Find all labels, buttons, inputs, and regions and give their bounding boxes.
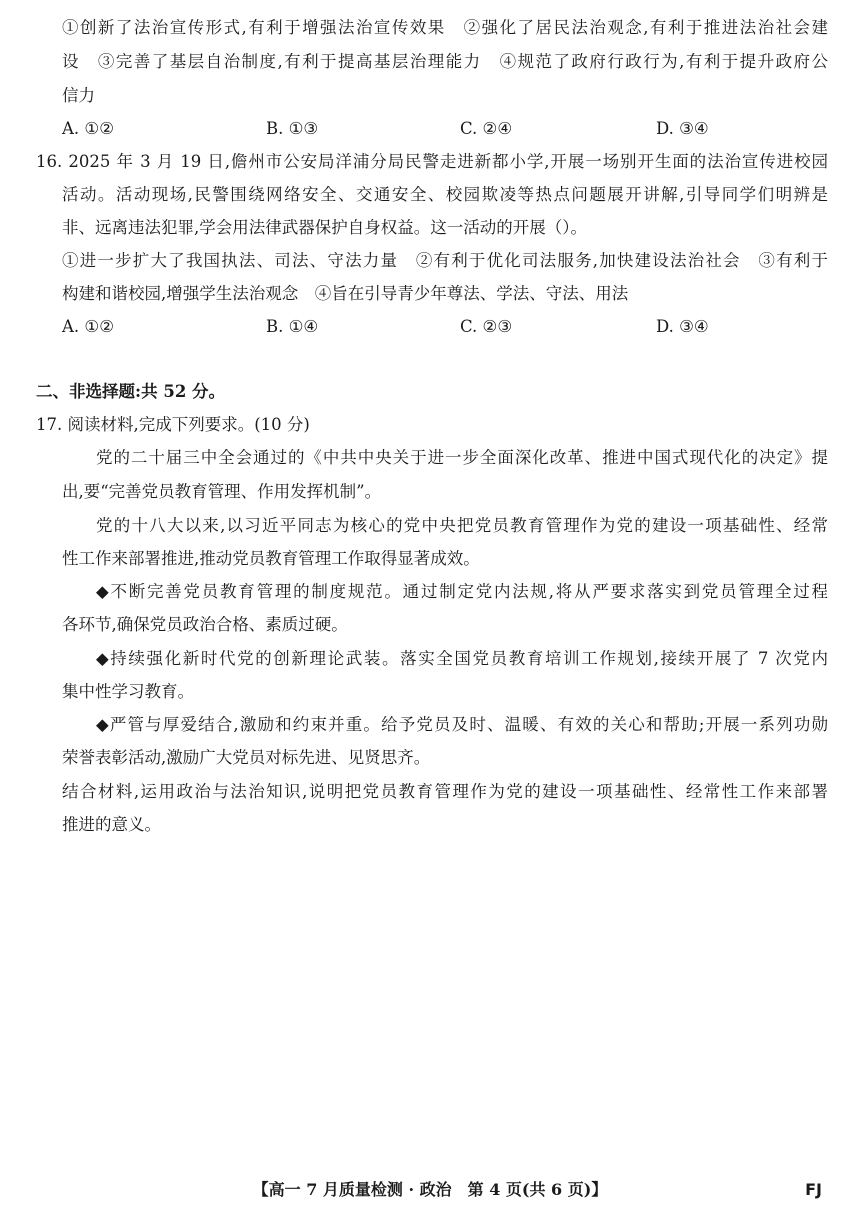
page-footer: 【高一 7 月质量检测 · 政治 第 4 页(共 6 页)】 xyxy=(252,1180,608,1199)
q15-option-d: D. ③④ xyxy=(656,119,709,138)
q17-material-p3-line-1: ◆不断完善党员教育管理的制度规范。通过制定党内法规,将从严要求落实到党员管理全过程 xyxy=(96,582,828,601)
q16-stem-line-2: 活动。活动现场,民警围绕网络安全、交通安全、校园欺凌等热点问题展开讲解,引导同学们明辨是 xyxy=(62,185,828,204)
q16-statements-line-2: 构建和谐校园,增强学生法治观念 ④旨在引导青少年尊法、学法、守法、用法 xyxy=(62,284,629,303)
q17-requirement-line-1: 结合材料,运用政治与法治知识,说明把党员教育管理作为党的建设一项基础性、经常性工作来部署 xyxy=(62,782,828,801)
q16-stem-line-1: 16. 2025 年 3 月 19 日,儋州市公安局洋浦分局民警走进新都小学,开展一场别开生面的法治宣传进校园 xyxy=(36,152,828,171)
q17-material-p5-line-1: ◆严管与厚爱结合,激励和约束并重。给予党员及时、温暖、有效的关心和帮助;开展一系列功勋 xyxy=(96,715,828,734)
q17-material-p2-line-1: 党的十八大以来,以习近平同志为核心的党中央把党员教育管理作为党的建设一项基础性、经常 xyxy=(96,516,828,535)
q17-material-p1-line-2: 出,要“完善党员教育管理、作用发挥机制”。 xyxy=(62,482,382,501)
q16-statements-line-1: ①进一步扩大了我国执法、司法、守法力量 ②有利于优化司法服务,加快建设法治社会 ③有利于 xyxy=(62,251,828,270)
q15-statements-line-1: ①创新了法治宣传形式,有利于增强法治宣传效果 ②强化了居民法治观念,有利于推进法治社会建 xyxy=(62,18,828,37)
q17-material-p1-line-1: 党的二十届三中全会通过的《中共中央关于进一步全面深化改革、推进中国式现代化的决定》提 xyxy=(96,448,828,467)
q16-stem-line-3: 非、远离违法犯罪,学会用法律武器保护自身权益。这一活动的开展（）。 xyxy=(62,218,587,237)
q15-statements-line-3: 信力 xyxy=(62,86,95,105)
section-heading: 二、非选择题:共 52 分。 xyxy=(36,382,226,401)
q16-option-d: D. ③④ xyxy=(656,317,709,336)
q15-option-a: A. ①② xyxy=(62,119,114,138)
q17-material-p5-line-2: 荣誉表彰活动,激励广大党员对标先进、见贤思齐。 xyxy=(62,748,431,767)
paper-code: FJ xyxy=(805,1180,822,1199)
q16-option-c: C. ②③ xyxy=(460,317,513,336)
q15-option-c: C. ②④ xyxy=(460,119,513,138)
q15-option-b: B. ①③ xyxy=(266,119,319,138)
q17-material-p4-line-1: ◆持续强化新时代党的创新理论武装。落实全国党员教育培训工作规划,接续开展了 7 次党内 xyxy=(96,649,828,668)
q16-option-a: A. ①② xyxy=(62,317,114,336)
q17-requirement-line-2: 推进的意义。 xyxy=(62,815,161,834)
q17-title: 17. 阅读材料,完成下列要求。(10 分) xyxy=(36,415,310,434)
q17-material-p2-line-2: 性工作来部署推进,推动党员教育管理工作取得显著成效。 xyxy=(62,549,480,568)
q16-option-b: B. ①④ xyxy=(266,317,319,336)
q17-material-p4-line-2: 集中性学习教育。 xyxy=(62,682,194,701)
q17-material-p3-line-2: 各环节,确保党员政治合格、素质过硬。 xyxy=(62,615,348,634)
q15-statements-line-2: 设 ③完善了基层自治制度,有利于提高基层治理能力 ④规范了政府行政行为,有利于提升政府公 xyxy=(62,52,828,71)
